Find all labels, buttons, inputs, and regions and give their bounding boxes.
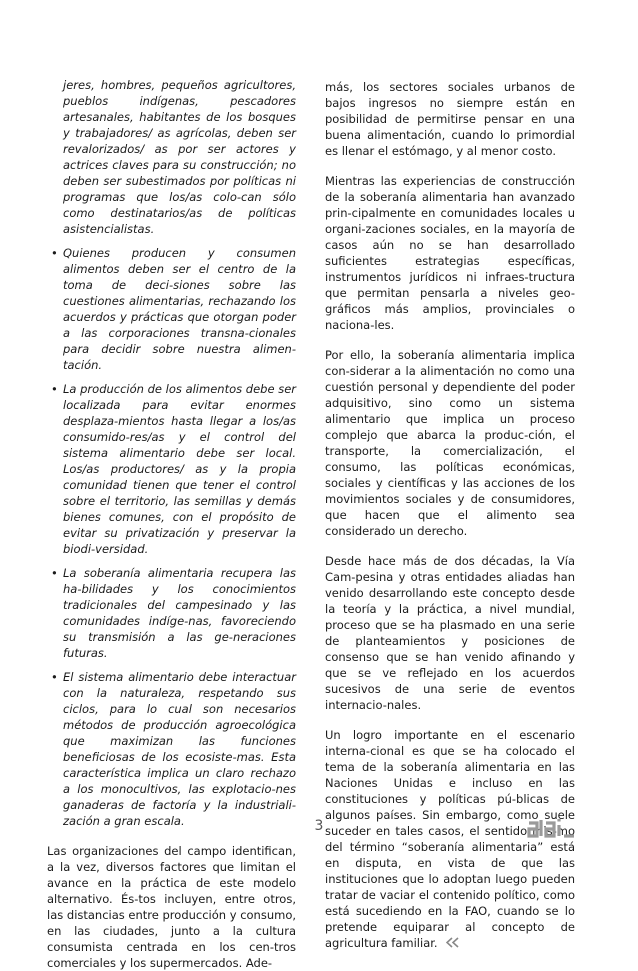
page-number: 3 [314, 818, 324, 834]
list-item [47, 245, 296, 373]
principles-list [47, 245, 296, 829]
list-item [47, 669, 296, 829]
double-chevron-left-icon [446, 936, 460, 952]
bullet-icon: • [51, 382, 58, 396]
list-item-text: Quienes producen y consumen alimentos deben ser el centro de la toma de deci-siones sobre las cuestiones alimentarias, rechazando los acuerdos y prácticas que otorgan poder a las corporaciones transna-cionales para decidir sobre nuestra alimen-tación. [63, 246, 296, 372]
body-paragraph: Por ello, la soberanía alimentaria implica con-siderar a la alimentación no como una cuestión personal y dependiente del poder adquisitivo, sino como un sistema alimentario que implica un proceso complejo que abarca la produc-ción, el transporte, la comercialización, el consumo, las políticas económicas, sociales y científicas y las acciones de los movimientos sociales y de consumidores, que hacen que el alimento sea considerado un derecho. [325, 348, 575, 538]
closing-paragraph: Las organizaciones del campo identifican, a la vez, diversos factores que limitan el avance en la práctica de este modelo alternativo. És-tos incluyen, entre otros, las distancias entre producción y consumo, en las ciudades, junto a la cultura consumista centrada en los cen-tros comerciales y los supermercados. Ade- [47, 844, 297, 970]
final-paragraph [325, 727, 575, 952]
intro-paragraph: jeres, hombres, pequeños agricultores, pueblos indígenas, pescadores artesanales, habitantes de los bosques y trabajadores/ as agrícolas, deben ser revalorizados/ as por ser actores y actrices claves para su construcción; no deben ser subestimados por políticas ni programas que los/as colo-can sólo como destinatarios/as de políticas asistencialistas. [63, 78, 296, 236]
list-item-text: El sistema alimentario debe interactuar con la naturaleza, respetando sus ciclos, para lo cual son necesarios métodos de producción agroecológica que maximizan las funciones beneficiosas de los ecosiste-mas. Esta característica implica un claro rechazo a los monocultivos, las explotacio-nes ganaderas de factoría y la industriali-zación a gran escala. [63, 670, 296, 828]
bullet-icon: • [51, 566, 58, 580]
body-paragraph: Mientras las experiencias de construcción de la soberanía alimentaria han avanzado prin-cipalmente en comunidades locales u organi-zaciones sociales, en la mayoría de casos aún no se han desarrollado suficientes estrategias específicas, instrumentos jurídicos ni infraes-tructura que permitan pensarla a niveles geo-gráficos más amplios, provinciales o naciona-les. [325, 174, 575, 332]
body-paragraph: más, los sectores sociales urbanos de bajos ingresos no siempre están en posibilidad de permitirse pensar en una buena alimentación, cuando lo primordial es llenar el estómago, y al menor costo. [325, 80, 575, 158]
alai-logo [527, 817, 577, 839]
list-item-text: La soberanía alimentaria recupera las ha-bilidades y los conocimientos tradicionales del campesinado y las comunidades indíge-nas, favoreciendo su transmisión a las ge-neraciones futuras. [63, 566, 296, 660]
list-item [47, 381, 296, 557]
list-item [47, 565, 296, 661]
body-paragraph: Desde hace más de dos décadas, la Vía Cam-pesina y otras entidades aliadas han venido desarrollando este concepto desde la teoría y la práctica, a nivel mundial, proceso que se ha plasmado en una serie de planteamientos y posiciones de consenso que se han venido afinando y que se ve reflejado en los acuerdos sucesivos de una serie de eventos internacio-nales. [325, 554, 575, 712]
bullet-icon: • [51, 246, 58, 260]
left-column [47, 77, 296, 971]
list-item-text: La producción de los alimentos debe ser localizada para evitar enormes desplaza-mientos hasta llegar a los/as consumido-res/as y el control del sistema alimentario debe ser local. Los/as productores/ as y la propia comunidad tienen que tener el control sobre el territorio, las semillas y demás bienes comunes, con el propósito de evitar su privatización y preservar la biodi-versidad. [63, 382, 296, 556]
final-paragraph-text: Un logro importante en el escenario interna-cional es que se ha colocado el tema de la soberanía alimentaria en las Naciones Unidas e incluso en las constituciones y políticas pú-blicas de algunos países. Sin embargo, como suele suceder en tales casos, el sentido mis-mo del término “soberanía alimentaria” está en disputa, en vista de que las instituciones que lo adoptan luego pueden tratar de vaciar el contenido político, como está sucediendo en la FAO, cuando se lo pretende equiparar al concepto de agricultura familiar. [325, 728, 575, 950]
alai-logo-mark [527, 817, 577, 839]
bullet-icon: • [51, 670, 58, 684]
